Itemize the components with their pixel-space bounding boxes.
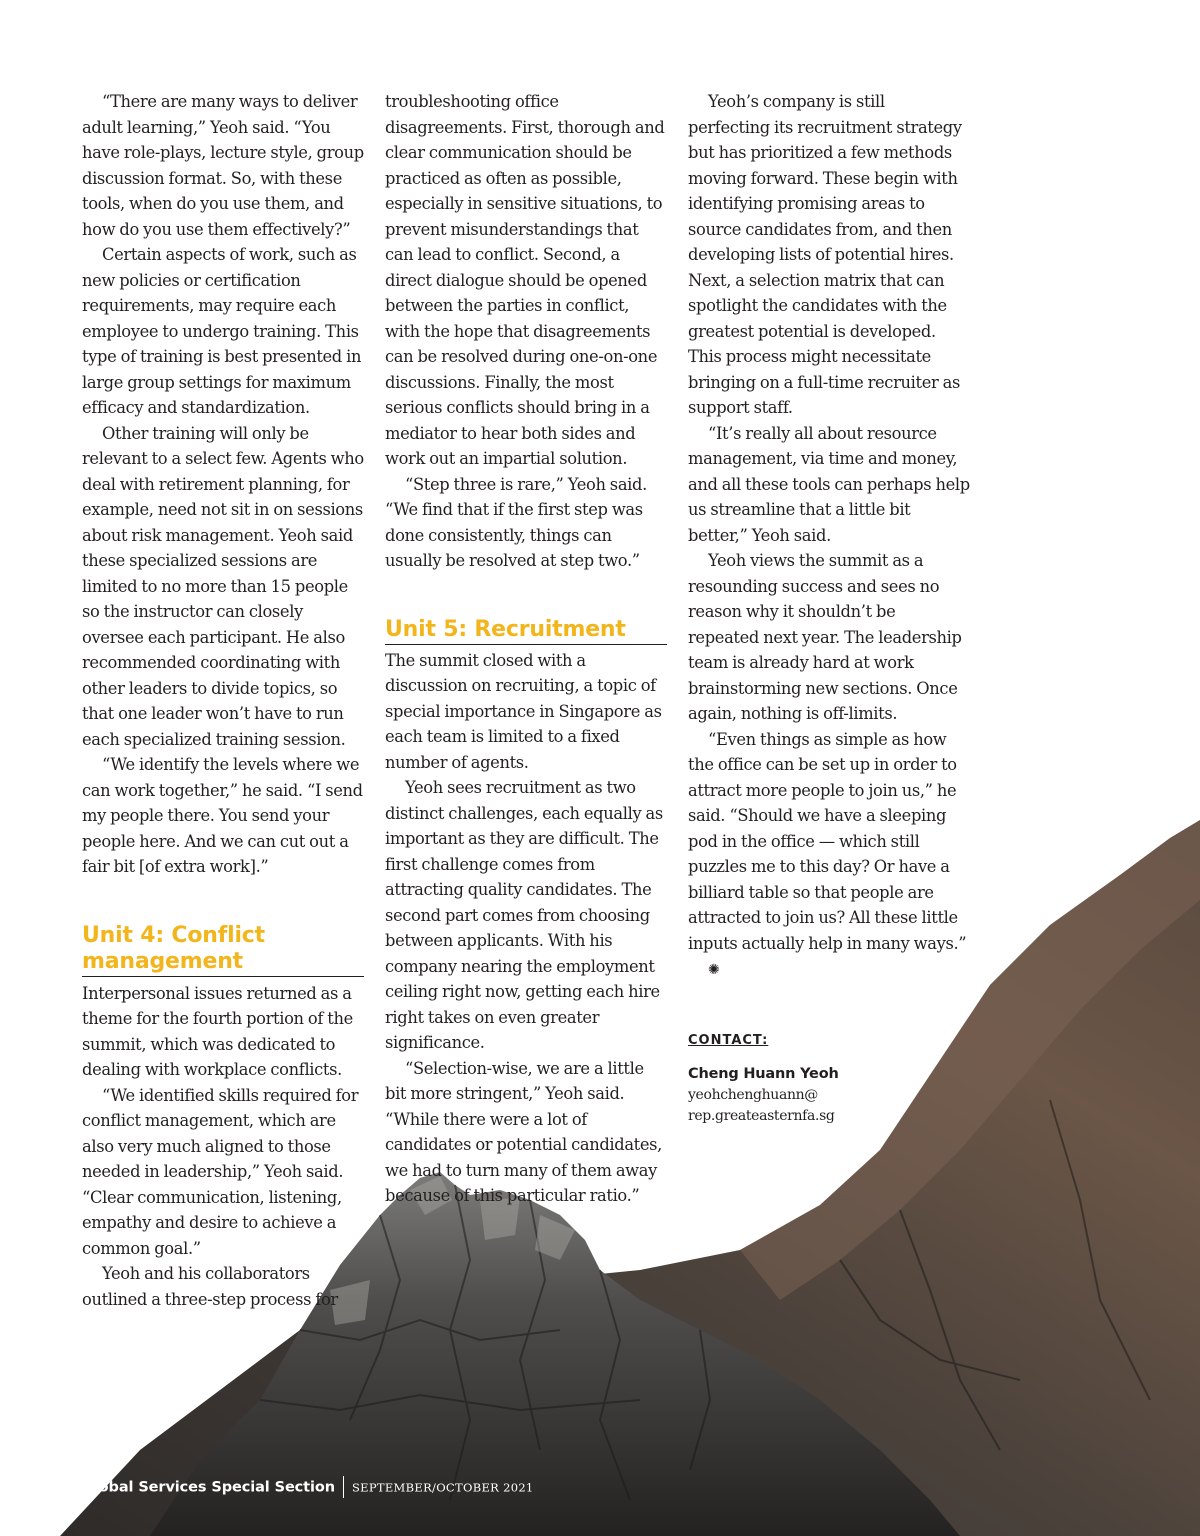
- section-heading-unit-4: Unit 4: Conflict management: [82, 923, 364, 977]
- section-heading-unit-5: Unit 5: Recruitment: [385, 617, 667, 645]
- paragraph: Certain aspects of work, such as new policies or certification requirements, may require each employee to undergo training. This type of training is best presented in large group settings for maximum efficacy and standardization.: [82, 245, 362, 417]
- column-3: [688, 89, 970, 1127]
- contact-label: CONTACT:: [688, 1032, 769, 1048]
- paragraph: Yeoh and his collaborators outlined a three-step process for: [82, 1264, 338, 1309]
- paragraph: troubleshooting office disagreements. First, thorough and clear communication should be practiced as often as possible, especially in sensitive situations, to prevent misunderstandings that can lead to conflict. Second, a direct dialogue should be opened between the parties in conflict, with the hope that disagreements can be resolved during one-on-one discussions. Finally, the most serious conflicts should bring in a mediator to hear both sides and work out an impartial solution.: [385, 92, 665, 468]
- paragraph: “We identify the levels where we can work together,” he said. “I send my people there. You send your people here. And we can cut out a fair bit [of extra work].”: [82, 755, 363, 876]
- paragraph: Interpersonal issues returned as a theme for the fourth portion of the summit, which was dedicated to dealing with workplace conflicts.: [82, 983, 353, 1079]
- page-footer: [82, 1476, 534, 1498]
- paragraph: The summit closed with a discussion on recruiting, a topic of special importance in Singapore as each team is limited to a fixed number of agents.: [385, 650, 662, 772]
- paragraph: Yeoh views the summit as a resounding success and sees no reason why it shouldn’t be repeated next year. The leadership team is already hard at work brainstorming new sections. Once again, nothing is off-limits.: [688, 551, 962, 723]
- paragraph: “We identified skills required for conflict management, which are also very much aligned to those needed in leadership,” Yeoh said. “Clear communication, listening, empathy and desire to achieve a common goal.”: [82, 1085, 359, 1258]
- paragraph: “Step three is rare,” Yeoh said. “We find that if the first step was done consistently, things can usually be resolved at step two.”: [385, 474, 647, 570]
- paragraph: Yeoh’s company is still perfecting its recruitment strategy but has prioritized a few methods moving forward. These begin with identifying promising areas to source candidates from, and then developing lists of potential hires. Next, a selection matrix that can spotlight the candidates with the greatest potential is developed. This process might necessitate bringing on a full-time recruiter as support staff.: [688, 92, 962, 417]
- column-2: [385, 89, 667, 1209]
- footer-section-name: Global Services Special Section: [82, 1479, 335, 1496]
- paragraph: “Selection-wise, we are a little bit more stringent,” Yeoh said. “While there were a lot of candidates or potential candidates, we had to turn many of them away because of this particular ratio.”: [385, 1058, 662, 1205]
- footer-divider: [343, 1476, 344, 1498]
- paragraph: Other training will only be relevant to a select few. Agents who deal with retirement planning, for example, need not sit in on sessions about risk management. Yeoh said these specialized sessions are limited to no more than 15 people so the instructor can closely oversee each participant. He also recommended coordinating with other leaders to divide topics, so that one leader won’t have to run each specialized training session.: [82, 423, 364, 749]
- contact-email[interactable]: yeohchenghuann@: [688, 1087, 818, 1103]
- contact-name: Cheng Huann Yeoh: [688, 1066, 839, 1082]
- paragraph: “There are many ways to deliver adult learning,” Yeoh said. “You have role-plays, lecture style, group discussion format. So, with these tools, when do you use them, and how do you use them effectively?”: [82, 92, 364, 239]
- end-mark-icon: ✺: [708, 962, 720, 978]
- paragraph: [688, 727, 970, 984]
- column-1: [82, 89, 364, 1312]
- paragraph: “It’s really all about resource management, via time and money, and all these tools can perhaps help us streamline that a little bit better,” Yeoh said.: [688, 423, 970, 545]
- contact-email-domain[interactable]: rep.greateasternfa.sg: [688, 1108, 835, 1124]
- paragraph-text: “Even things as simple as how the office can be set up in order to attract more people to join us,” he said. “Should we have a sleeping pod in the office — which still puzzles me to this day? Or have a billiard table so that people are attracted to join us? All these little inputs actually help in many ways.”: [688, 729, 967, 953]
- footer-issue-date: SEPTEMBER/OCTOBER 2021: [351, 1480, 534, 1495]
- paragraph: Yeoh sees recruitment as two distinct challenges, each equally as important as they are difficult. The first challenge comes from attracting quality candidates. The second part comes from choosing between applicants. With his company nearing the employment ceiling right now, getting each hire right takes on even greater significance.: [385, 778, 663, 1052]
